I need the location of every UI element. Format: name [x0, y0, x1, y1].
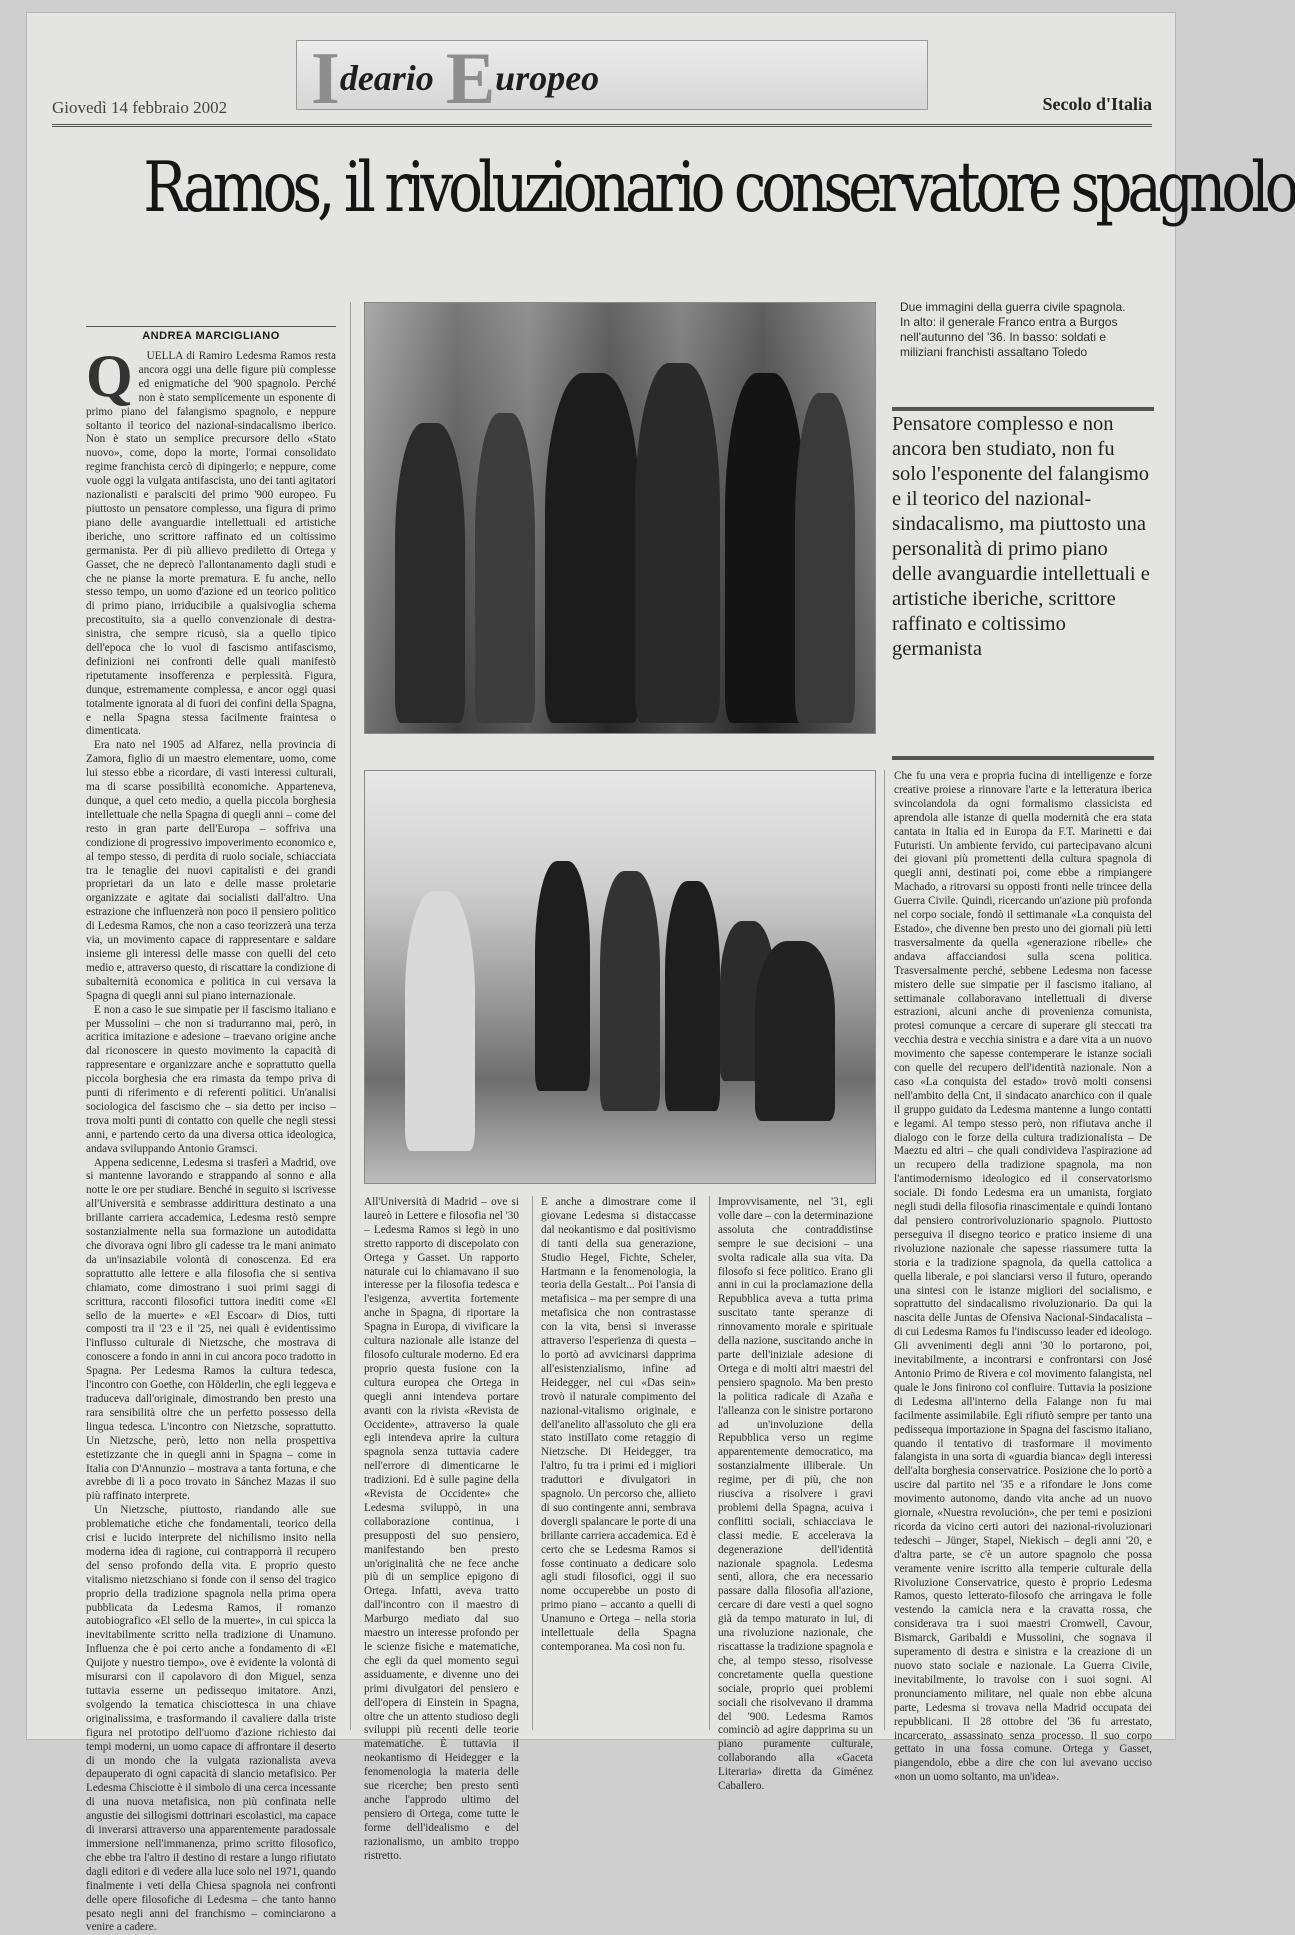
article-column-1 — [86, 343, 336, 1934]
paragraph: Un Nietzsche, piuttosto, riandando alle sue problematiche etiche che fondamentali, teorico della crisi e lucido interprete del nichilismo insito nella moderna idea di ragione, cui contrapporrà il recupero del senso profondo della vita. E proprio questo vitalismo nietzschiano si fonde con il senso del tragico proprio della tradizione spagnola nella prima opera pubblicata da Ledesma Ramos, il romanzo autobiografico «El sello de la muerte», in cui spicca la inevitabilmente scritto nella tradizione di Unamuno. Influenza che è poi certo anche a fondamento di «El Quijote y nuestro tiempo», ove è evidente la volontà di misurarsi con il capolavoro di don Miguel, senza tuttavia esserne un pedissequo imitatore. Anzi, svolgendo la tematica chisciottesca in una chiave originalissima, e trasformando il cavaliere dalla triste figura nel prototipo dell'uomo d'azione richiesto dai tempi moderni, un uomo capace di affrontare il deserto di un mondo che la vulgata razionalista aveva depauperato di ogni capacità di slancio metafisico. Per Ledesma Chisciotte è il simbolo di una cerca incessante di una nuova metafisica, non più confinata nelle angustie dei sillogismi dottrinari escolastici, ma capace di inverarsi attraverso una apparentemente paradossale immersione nell'immanenza, primo scritto filosofico, che ebbe tra l'altro il destino di restare a lungo rifiutato dagli editori e di vedere alla luce solo nel 1971, quando finalmente i veti della Chiesa spagnola nei confronti delle opere filosofiche di Ledesma – che tanto hanno pesato negli anni del franchismo – cominciarono a venire a cadere. — [86, 1504, 336, 1934]
paragraph: E non a caso le sue simpatie per il fascismo italiano e per Mussolini – che non si tradurranno mai, però, in acritica imitazione e adesione – traevano origine anche dal riconoscere in questo movimento la capacità di rappresentare e organizzare anche e soprattutto quella piccola borghesia che era rimasta da tempo priva di punti di riferimento e di referenti politici. Un'analisi sociologica del fascismo che – sia detto per inciso – trova molti punti di contatto con quelle che negli stessi anni, e partendo certo da una diversa ottica ideologica, andava sviluppando Antonio Gramsci. — [86, 1003, 336, 1155]
photo-franco-burgos — [364, 302, 876, 734]
header-rule — [52, 124, 1152, 127]
newspaper-name: Secolo d'Italia — [1042, 94, 1152, 114]
byline: ANDREA MARCIGLIANO — [142, 330, 280, 342]
drop-cap: Q — [86, 343, 133, 409]
pullquote: Pensatore complesso e non ancora ben studiato, non fu solo l'esponente del falangismo e il teorico del nazional-sindacalismo, ma piuttosto una personalità di primo piano delle avanguardie intellettuali e artistiche iberiche, scrittore raffinato e coltissimo germanista — [892, 413, 1150, 660]
section-word-ideario: deario — [339, 58, 434, 98]
article-column-2a: All'Università di Madrid – ove si laureò in Lettere e filosofia nel '30 – Ledesma Ramos si legò in uno stretto rapporto di discepolato con Ortega y Gasset. Un rapporto naturale cui lo chiamavano il suo interesse per la filosofia tedesca e l'esigenza, avvertita fortemente anche in Spagna, di riportare la Spagna in Europa, di vivificare la cultura nazionale alle istanze del filosofo culturale moderno. Ed era proprio questa fusione con la cultura europea che Ortega in quegli anni intendeva portare avanti con la rivista «Revista de Occidente», attraverso la quale egli intendeva aprire la cultura spagnola senza tuttavia cadere nell'errore di dimenticarne le tradizioni. Ed è sulle pagine della «Revista de Occidente» che Ledesma sviluppò, in una collaborazione continua, i presupposti del suo pensiero, manifestando ben presto un'originalità che ne fece anche più di un semplice epigono di Ortega. Infatti, aveva tratto dall'incontro con il maestro di Marburgo mediato dal suo maestro un interesse profondo per le scienze fisiche e matematiche, che egli da quel momento seguì assiduamente, e divenne uno dei primi divulgatori del pensiero e dell'opera di Einstein in Spagna, oltre che un attento studioso degli sviluppi più recenti delle teorie matematiche. È tuttavia il neokantismo di Heidegger e la fenomenologia la materia delle sue ricerche; ben presto sentì anche l'approdo ultimo del pensiero di Ortega, come tutte le forme dell'idealismo e del razionalismo, un ambito troppo ristretto. — [364, 1196, 519, 1862]
paragraph: Appena sedicenne, Ledesma si trasferì a Madrid, ove si mantenne lavorando e strappando al sonno e alla notte le ore per studiare. Benché in seguito si iscrivesse all'Università e sembrasse addirittura destinato a una brillante carriera accademica, Ledesma restò sempre sostanzialmente nella sua formazione un autodidatta che divorava ogni libro gli cadesse tra le mani animato da un'insaziabile volontà di conoscenza. Ed era soprattutto alle lettere e alla filosofia che si sentiva chiamato, come dimostrano i suoi primi saggi di scrittura, racconti filosofici tuttora inediti come «El sello de la muerte» e «El Escoar» di Dios, tutti composti tra il '23 e il '25, nei quali è evidentissimo l'influsso culturale di Nietzsche, che mostrava di conoscere a fondo in anni in cui ancora poco tradotto in Spagna. Per Ledesma Ramos la cultura tedesca, l'incontro con Goethe, con Hölderlin, che egli leggeva e traduceva dall'originale, dimostrando ben presto una rara sensibilità oltre che un perfetto possesso della lingua tedesca. L'incontro con Nietzsche, soprattutto. Un Nietzsche, però, letto non nella prospettiva estetizzante che in quegli anni in Spagna – come in Italia con D'Annunzio – mostrava a tanta fortuna, e che avrebbe di lì a poco trovato in Sánchez Mazas il suo più raffinato interprete. — [86, 1156, 336, 1503]
photo-toledo-assault — [364, 770, 876, 1184]
paragraph: Era nato nel 1905 ad Alfarez, nella provincia di Zamora, figlio di un maestro elementare, uomo, come lui stesso ebbe a ricordare, di vasti interessi culturali, ma di scarse possibilità economiche. Apparteneva, dunque, a quel ceto medio, a quella piccola borghesia intellettuale che nella Spagna di quegli anni – come del resto in gran parte dell'Europa – soffriva una condizione di progressivo impoverimento economico e, al tempo stesso, di perdita di ruolo sociale, schiacciata tra le tenaglie dei nuovi capitalisti e dei grandi proprietari da un lato e delle masse proletarie organizzate e agitate dai socialisti dall'altro. Una estrazione che influenzerà non poco il pensiero politico di Ledesma Ramos, che non a caso teorizzerà una terza via, un movimento capace di rappresentare e saldare insieme gli interessi delle masse con quelli del ceto medio e, attraverso questo, di riscattare la condizione di subalternità economica e politica in cui versava la Spagna di quegli anni sul piano internazionale. — [86, 739, 336, 1002]
paragraph: UELLA di Ramiro Ledesma Ramos resta ancora oggi una delle figure più complesse ed enigmatiche del '900 spagnolo. Perché non è stato semplicemente un esponente di primo piano del falangismo spagnolo, e neppure soltanto il teorico del nazional-sindacalismo iberico. Non è stato un semplice precursore dello «Stato nuovo», come, dopo la morte, l'ormai consolidato regime franchista cercò di dipingerlo; e neppure, come vuole oggi la vulgata antifascista, uno dei tanti agitatori nazionalisti e paralsciti del primo '900 europeo. Fu piuttosto un pensatore complesso, una figura di primo piano delle avanguardie intellettuali ed artistiche iberiche, uno scrittore raffinato ed un coltissimo germanista. Per di più allievo prediletto di Ortega y Gasset, che ne deprecò l'allontanamento dagli studi e che ne pianse la morte prematura. E fu anche, nello stesso tempo, un uomo d'azione ed un teorico politico di primo piano, irriducibile a qualsivoglia schema precostituito, sia a quello convenzionale di destra-sinistra, che sempre ricusò, sia a quello tipico dell'epoca che lo vuol di fascismo antifascismo, definizioni nei confronti delle quali manifestò ripetutamente insofferenza e perplessità. Figura, dunque, estremamente complessa, e ancor oggi quasi totalmente ignorata al di fuori dei confini della Spagna, e nella Spagna stessa facilmente fraintesa o dimenticata. — [86, 350, 336, 738]
column-divider — [350, 302, 351, 1730]
section-banner — [296, 37, 928, 120]
column-divider — [532, 1196, 533, 1730]
newspaper-page — [26, 12, 1295, 1934]
photo-caption: Due immagini della guerra civile spagnola. In alto: il generale Franco entra a Burgos nell'autunno del '36. In basso: soldati e miliziani franchisti assaltano Toledo — [900, 300, 1126, 359]
section-word-europeo: uropeo — [495, 58, 600, 98]
article-column-2b: E anche a dimostrare come il giovane Ledesma si distaccasse dal neokantismo e dal positivismo di tanti della sua generazione, Studio Hegel, Fichte, Scheler, Hartmann e la fenomenologia, la teoria della Gestalt... Poi l'ansia di metafisica – ma per sempre di una metafisica che non contrastasse con la vita, bensì si inverasse attraverso l'esperienza di questa – lo portò ad avvicinarsi dapprima all'esistenzialismo, infine ad Heidegger, nel cui «Das sein» trovò il naturale compimento del nazional-vitalismo originale, e dell'anelito all'assoluto che gli era stato instillato come retaggio di Nietzsche. Di Heidegger, tra l'altro, fu tra i primi ed i migliori traduttori e divulgatori in spagnolo. Un percorso che, allieto di suo contingente anni, sembrava dovergli spalancare le porte di una brillante carriera accademica. Ed è certo che se Ledesma Ramos si fosse continuato a dedicare solo agli studi filosofici, oggi il suo nome occuperebbe un posto di primo piano – accanto a quelli di Unamuno e Ortega – nella storia intellettuale della Spagna contemporanea. Ma così non fu. — [541, 1196, 696, 1653]
headline: Ramos, il rivoluzionario conservatore spagnolo — [143, 148, 1295, 228]
section-initial-i: I — [311, 37, 340, 120]
article-column-3: Che fu una vera e propria fucina di intelligenze e forze creative proiese a rinnovare l'arte e la letteratura iberica svincolandola da ogni formalismo classicista ed aprendola alle istanze di quella modernità che era stata cantata in Italia ed in Europa da F.T. Marinetti e dai Futuristi. Un ambiente fervido, cui partecipavano alcuni dei giovani più promettenti della cultura spagnola di quegli anni, destinati poi, come ebbe a rimpiangere Machado, a ritrovarsi su opposti fronti nelle trincee della Guerra Civile. Quindi, ricercando un'azione più profonda nel corpo sociale, fondò il settimanale «La conquista del Estado», che divenne ben presto uno dei giornali più letti trasversalmente da quella «generazione ribelle» che andava affacciandosi sulla scena politica. Trasversalmente perché, sebbene Ledesma non facesse mistero delle sue simpatie per il fascismo italiano, al settimanale collaboravano intellettuali di diverse estrazioni, alcuni anche di provenienza comunista, protesi comunque a cercare di superare gli steccati tra vecchia destra e vecchia sinistra e a dare vita a un nuovo movimento che sapesse contemperare le istanze sociali con quelle del recupero dell'identità nazionale. Non a caso «La conquista del estado» trovò molti consensi nell'ambito della Cnt, il sindacato anarchico con il quale il gruppo guidato da Ledesma mantenne a lungo contatti e legami. Al tempo stesso però, non rifiutava anche il dialogo con le forze della cultura tradizionalista – De Maeztu ed altri – che quali condivideva l'aspirazione ad un recupero della tradizione spagnola, ma non l'antimodernismo ideologico ed il conservatorismo sociale. Di fondo Ledesma era un umanista, forgiato negli studi della filosofia rinascimentale e quindi lontano dal pensiero controrivoluzionario spagnolo. Piuttosto perseguiva il disegno teorico e pratico insieme di una rivoluzione nazionale che sapesse riassumere tutta la storia e la tradizione spagnola, da quella cattolica a quella liberale, e poi slanciarsi verso il futuro, operando una sintesi con le istanze migliori del socialismo, e soprattutto del sindacalismo rivoluzionario. Da qui la nascita delle Juntas de Ofensiva Nacional-Sindacalista – di cui Ledesma Ramos fu l'indiscusso leader ed ideologo. Gli avvenimenti degli anni '30 lo portarono, poi, inevitabilmente, a incontrarsi e confrontarsi con José Antonio Primo de Rivera e col movimento falangista, nel quale le Jons finirono col confluire. Tuttavia la posizione di Ledesma all'interno della Falange non fu mai facilmente assimilabile. Egli rifiutò sempre per tanto una pedissequa importazione in Spagna del fascismo italiano, quando il tentativo di trasformare il movimento falangista in una sorta di «guardia bianca» degli interessi dell'alta borghesia conservatrice. Posizione che lo portò a uscire dal partito nel '35 e a rifondare le Jons come movimento autonomo, dando vita anche ad un nuovo giornale, «Nuestra revolución», che per temi e posizioni ricorda da vicino certi autori dei nazional-rivoluzionari tedeschi – Jünger, Stapel, Niekisch – degli anni '20, e d'altra parte, se c'è un autore spagnolo che possa veramente venire iscritto alla temperie culturale della Rivoluzione Conservatrice, questo è proprio Ledesma Ramos, questo letterato-filosofo che arringava le folle vestendo la camicia nera e la cravatta rossa, che considerava tra i suoi maestri Cromwell, Cavour, Bismarck, Garibaldi e Mussolini, che sognava il superamento di destra e sinistra e la creazione di un nuovo stato sociale e nazionale. La Guerra Civile, inevitabilmente, lo travolse con i suoi sogni. Al pronunciamento militare, nel quale non ebbe alcuna parte, Ledesma si trovava nella Madrid occupata dei repubblicani. Il 28 ottobre del '36 fu arrestato, incarcerato, assassinato senza processo. Il suo corpo gettato in una fossa comune. Ortega y Gasset, piangendolo, ebbe a dire che con lui avevano ucciso «non un uomo soltanto, ma un'idea». — [894, 770, 1152, 1784]
section-initial-e: E — [445, 37, 496, 120]
pullquote-rule — [892, 756, 1154, 760]
column-divider — [709, 1196, 710, 1730]
article-column-2c: Improvvisamente, nel '31, egli volle dare – con la determinazione assoluta che contraddistinse sempre le sue decisioni – una svolta radicale alla sua vita. Da filosofo si fece politico. Erano gli anni in cui la proclamazione della Repubblica aveva a tutta prima suscitato tante speranze di rinnovamento morale e spirituale della nazione, suscitando anche in parte dell'iniziale adesione di Ortega e di molti altri maestri del pensiero spagnolo. Ma ben presto la politica radicale di Azaña e l'alleanza con le sinistre portarono ad un'involuzione della Repubblica verso un regime apparentemente democratico, ma sostanzialmente illiberale. Un regime, per di più, che non riusciva a risolvere i gravi problemi della Spagna, acuiva i conflitti sociali, schiacciava le classi medie. E accelerava la degenerazione dell'identità nazionale spagnola. Ledesma sentì, allora, che era necessario passare dalla filosofia all'azione, cercare di dare vesti a quel sogno già da tempo maturato in lui, di una rivoluzione nazionale, che riscattasse la tradizione spagnola e che, al tempo stesso, risolvesse concretamente quella questione sociale, proprio quei problemi sociali che risolvevano il dramma del '900. Ledesma Ramos cominciò ad agire dapprima su un piano puramente culturale, collaborando alla «Gaceta Literaria» diretta da Giménez Caballero. — [718, 1196, 873, 1793]
pullquote-rule — [892, 407, 1154, 411]
column-divider — [884, 770, 885, 1730]
publication-date: Giovedì 14 febbraio 2002 — [52, 98, 228, 117]
byline-rule — [86, 326, 336, 327]
